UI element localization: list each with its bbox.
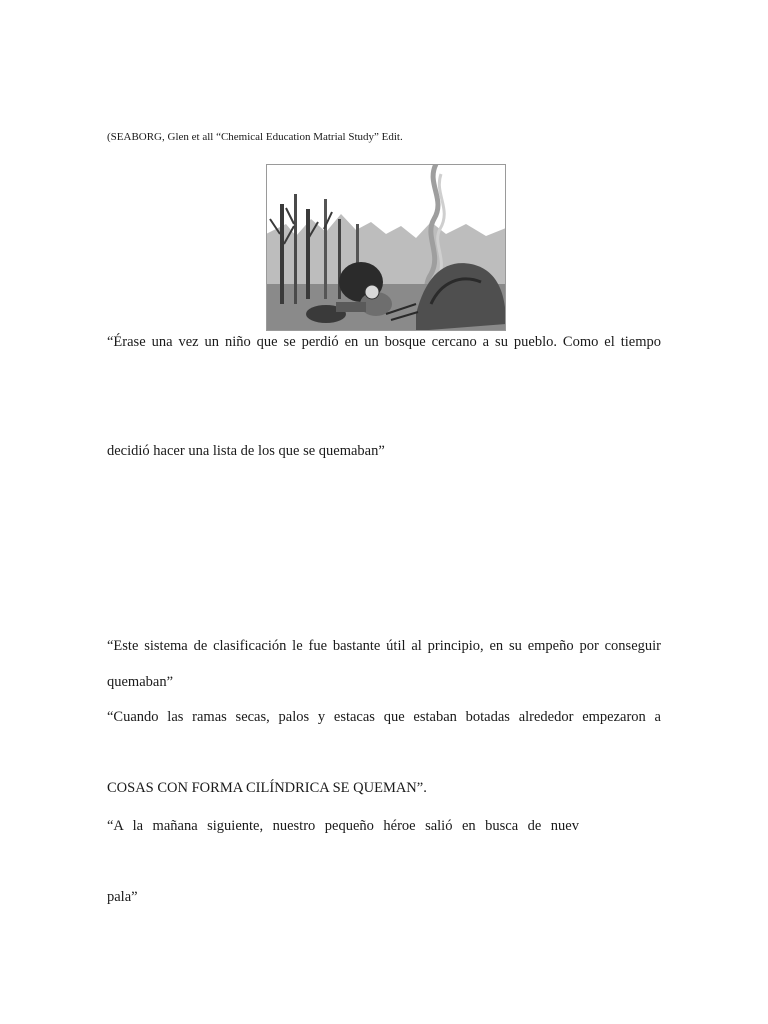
paragraph-4-line-2: pala” bbox=[107, 889, 138, 905]
paragraph-2-line-2: quemaban” bbox=[107, 674, 174, 690]
forest-fire-illustration-icon bbox=[266, 164, 506, 331]
forest-fire-illustration bbox=[266, 164, 506, 331]
paragraph-1-line-2: decidió hacer una lista de los que se quemaban” bbox=[107, 443, 385, 459]
paragraph-3-line-1: “Cuando las ramas secas, palos y estacas que estaban botadas alrededor empezaron a bbox=[107, 709, 661, 725]
citation: (SEABORG, Glen et all “Chemical Education Matrial Study” Edit. bbox=[107, 131, 403, 143]
paragraph-4-line-1: “A la mañana siguiente, nuestro pequeño héroe salió en busca de nuev bbox=[107, 818, 579, 834]
paragraph-1-line-1: “Érase una vez un niño que se perdió en un bosque cercano a su pueblo. Como el tiempo bbox=[107, 334, 661, 350]
paragraph-3-line-2: COSAS CON FORMA CILÍNDRICA SE QUEMAN”. bbox=[107, 780, 427, 796]
paragraph-2-line-1: “Este sistema de clasificación le fue bastante útil al principio, en su empeño por conseguir bbox=[107, 638, 661, 654]
